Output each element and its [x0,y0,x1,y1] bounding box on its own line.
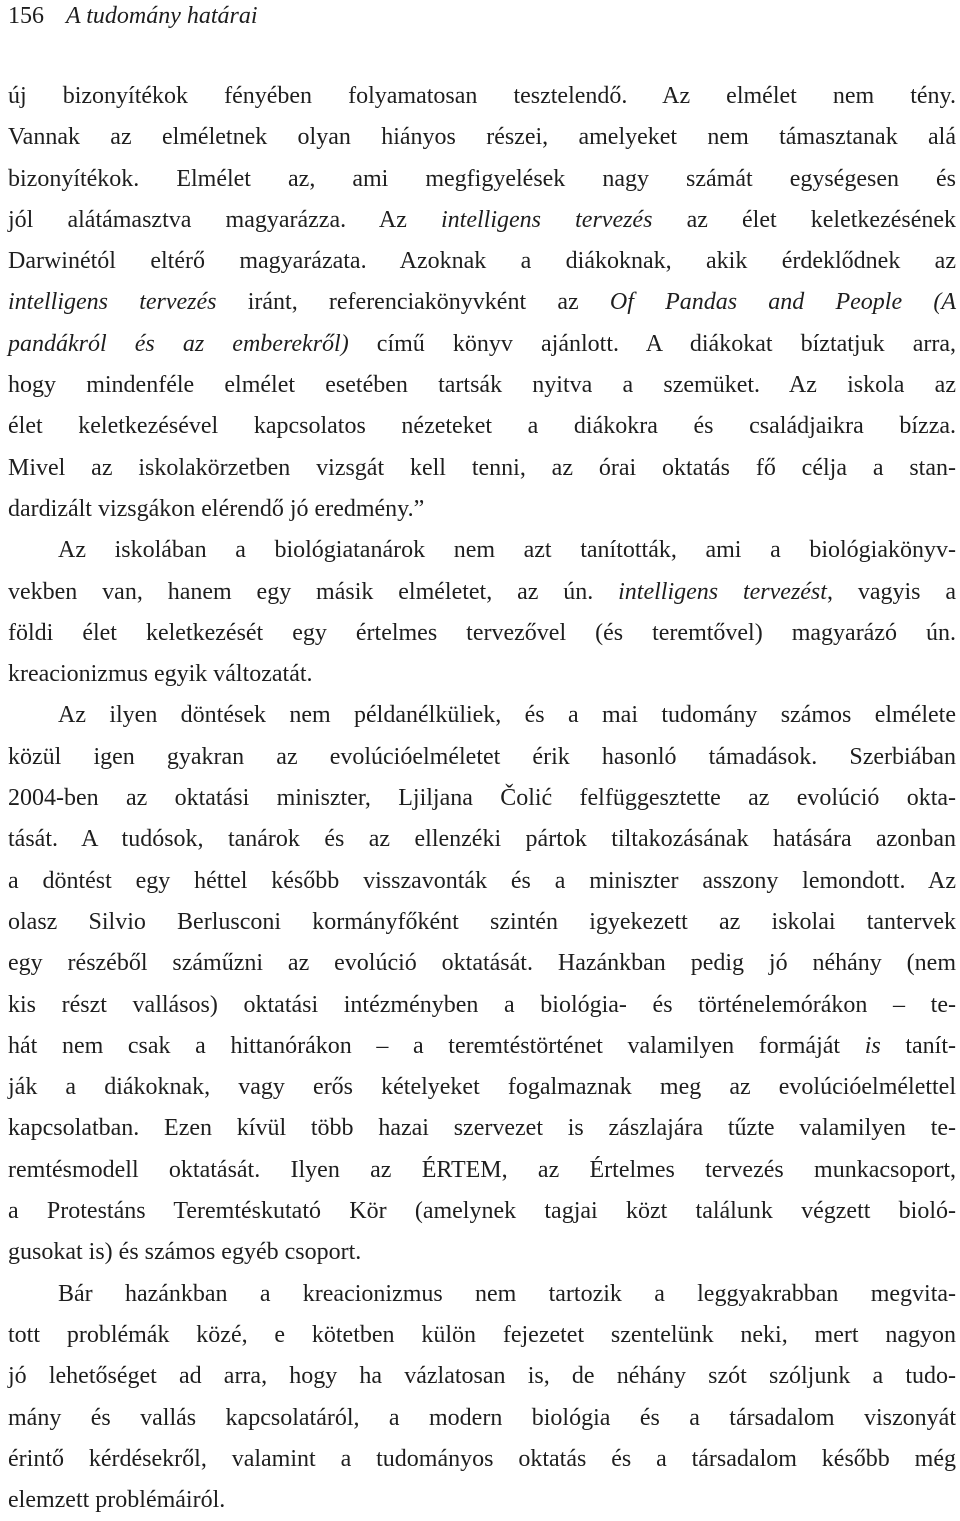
italic-run: intelligens tervezés [8,289,217,316]
text-run: , vagyis a [826,578,957,605]
text-line [8,902,956,943]
text-run: olasz Silvio Berlusconi kormányfőként szintén igyekezett az iskolai tantervek [8,908,956,935]
text-line [8,117,956,158]
book-title: A tudomány határai [66,3,258,29]
text-run: ják a diákoknak, vagy erős kételyeket fogalmaznak meg az evolúcióelmélettel [8,1074,956,1101]
text-run: egy részéből száműzni az evolúció oktatását. Hazánkban pedig jó néhány (nem [8,950,956,977]
text-line [8,1398,956,1439]
text-line [8,1067,956,1108]
text-line [8,1480,956,1521]
text-line [8,159,956,200]
text-line [8,943,956,984]
text-line [8,448,956,489]
text-run: jó lehetőséget ad arra, hogy ha vázlatosan is, de néhány szót szóljunk a tudo- [8,1363,956,1390]
text-run: a döntést egy héttel később visszavonták és a miniszter asszony lemondott. Az [8,867,956,894]
text-run: dardizált vizsgákon elérendő jó eredmény.” [8,495,425,522]
paragraph [8,76,956,530]
paragraph [8,530,956,695]
text-line [8,282,956,323]
body-text [8,76,956,1521]
text-line [8,572,956,613]
text-run: érintő kérdésekről, valamint a tudományos oktatás és a társadalom később még [8,1445,956,1472]
text-run: új bizonyítékok fényében folyamatosan tesztelendő. Az elmélet nem tény. [8,83,956,109]
text-line [8,613,956,654]
text-run: Vannak az elméletnek olyan hiányos részei, amelyeket nem támasztanak alá [8,124,956,151]
text-run: Darwinétól eltérő magyarázata. Azoknak a diákoknak, akik érdeklődnek az [8,248,956,275]
text-run: Az ilyen döntések nem példanélküliek, és a mai tudomány számos elmélete [58,702,956,729]
text-line [8,737,956,778]
text-run: földi élet keletkezését egy értelmes tervezővel (és teremtővel) magyarázó ún. [8,619,956,646]
text-run: elemzett problémáiról. [8,1487,226,1514]
text-line [8,1274,956,1315]
paragraph [8,695,956,1273]
text-run: az élet keletkezésének [652,206,957,233]
text-line [8,1150,956,1191]
text-run: kis részt vallásos) oktatási intézményben a biológia- és történelemórákon – te- [8,991,956,1018]
text-line [8,530,956,571]
text-run: jól alátámasztva magyarázza. Az [8,206,442,233]
text-run: gusokat is) és számos egyéb csoport. [8,1239,362,1266]
text-line [8,778,956,819]
text-run: Az iskolában a biológiatanárok nem azt tanították, ami a biológiakönyv- [58,537,956,564]
italic-run: intelligens tervezés [441,206,653,233]
text-line [8,861,956,902]
text-run: közül igen gyakran az evolúcióelméletet érik hasonló támadások. Szerbiában [8,743,956,770]
page-number: 156 [8,3,44,29]
text-line [8,1026,956,1067]
paragraph [8,1274,956,1521]
text-line [8,1356,956,1397]
text-run: a Protestáns Teremtéskutató Kör (amelynek tagjai közt találunk végzett bioló- [8,1198,956,1225]
text-run: hogy mindenféle elmélet esetében tartsák nyitva a szemüket. Az iskola az [8,372,956,399]
text-run: című könyv ajánlott. A diákokat bíztatjuk arra, [348,330,956,357]
text-run: 2004-ben az oktatási miniszter, Ljiljana Čolić felfüggesztette az evolúció okta- [8,785,956,812]
text-run: remtésmodell oktatását. Ilyen az ÉRTEM, az Értelmes tervezés munkacsoport, [8,1156,956,1183]
italic-run: intelligens tervezést [618,578,827,605]
text-line [8,1108,956,1149]
italic-run: is [864,1032,881,1059]
text-line [8,76,956,117]
text-line [8,819,956,860]
italic-run: pandákról és az emberekről) [8,330,349,357]
text-line [8,695,956,736]
text-line [8,241,956,282]
text-line [8,1191,956,1232]
italic-run: Of Pandas and People (A [609,289,956,316]
text-run: élet keletkezésével kapcsolatos nézeteket a diákokra és családjaikra bízza. [8,413,956,440]
text-run: kapcsolatban. Ezen kívül több hazai szervezet is zászlajára tűzte valamilyen te- [8,1115,956,1142]
text-line [8,1439,956,1480]
text-line [8,1232,956,1273]
text-run: tását. A tudósok, tanárok és az ellenzéki pártok tiltakozásának hatására azonban [8,826,956,853]
text-run: Mivel az iskolakörzetben vizsgát kell tenni, az órai oktatás fő célja a stan- [8,454,956,481]
text-run: bizonyítékok. Elmélet az, ami megfigyelések nagy számát egységesen és [8,165,956,192]
text-run: vekben van, hanem egy másik elméletet, az ún. [8,578,619,605]
text-run: iránt, referenciakönyvként az [216,289,610,316]
text-line [8,365,956,406]
running-head [8,0,258,32]
text-run: hát nem csak a hittanórákon – a teremtéstörténet valamilyen formáját [8,1032,865,1059]
text-line [8,200,956,241]
text-run: Bár hazánkban a kreacionizmus nem tartozik a leggyakrabban megvita- [58,1280,956,1307]
text-line [8,654,956,695]
text-run: tanít- [880,1032,956,1059]
text-run: mány és vallás kapcsolatáról, a modern biológia és a társadalom viszonyát [8,1404,956,1431]
text-run: tott problémák közé, e kötetben külön fejezetet szentelünk neki, mert nagyon [8,1321,956,1348]
text-line [8,985,956,1026]
text-line [8,324,956,365]
text-line [8,1315,956,1356]
text-run: kreacionizmus egyik változatát. [8,661,313,688]
text-line [8,489,956,530]
text-line [8,406,956,447]
